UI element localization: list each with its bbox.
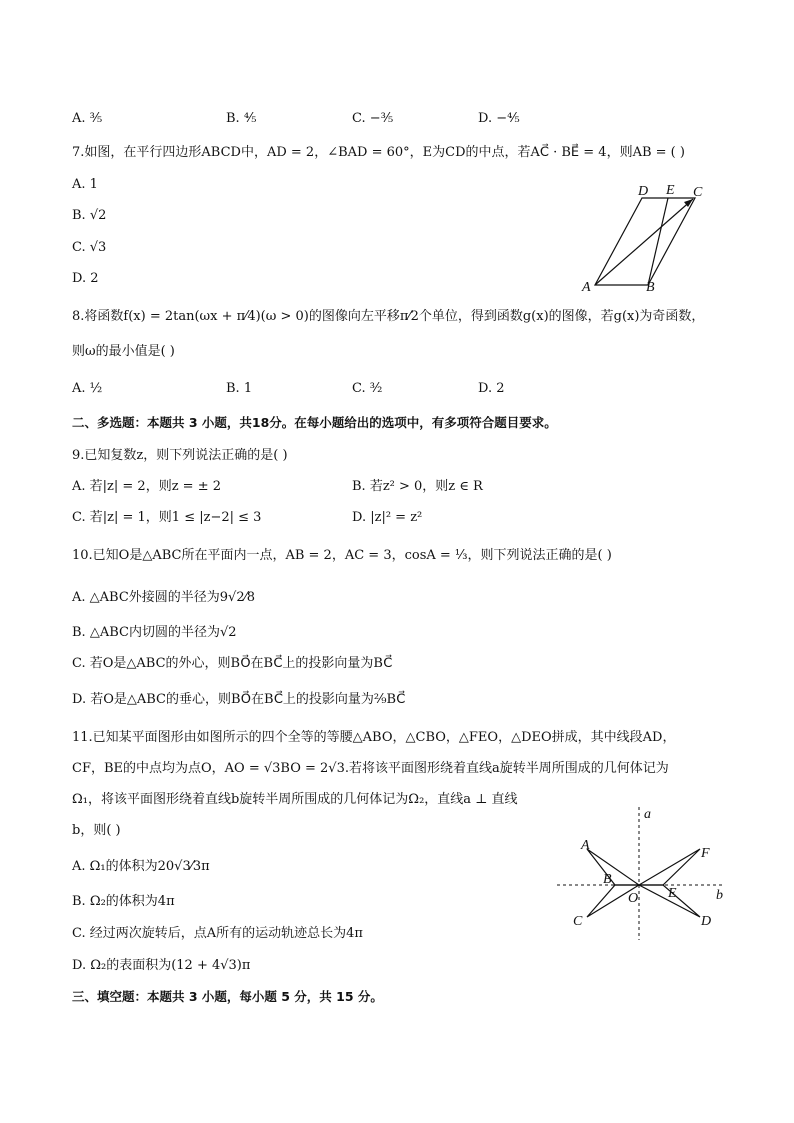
q9-option-c: C. 若|z| = 1，则1 ≤ |z−2| ≤ 3 [72,510,262,525]
q11-stem-line2: CF，BE的中点均为点O，AO = √3BO = 2√3.若将该平面图形绕着直线a旋转半周所围成的几何体记为 [72,761,669,776]
q8-stem-continued: 则ω的最小值是( ) [72,344,175,359]
q8-option-b: B. 1 [226,381,253,396]
q11-stem-line3: Ω₁，将该平面图形绕着直线b旋转半周所围成的几何体记为Ω₂，直线a ⊥ 直线 [72,792,518,807]
q9-option-d: D. |z|² = z² [352,510,423,525]
q9-option-b: B. 若z² > 0，则z ∈ R [352,479,483,494]
q8-option-a: A. ½ [72,381,103,396]
q8-option-c: C. ³⁄₂ [352,381,383,396]
q11-bowtie-figure [555,805,735,945]
q11-label-d: D [701,914,712,929]
q11-stem-line1: 11.已知某平面图形由如图所示的四个全等的等腰△ABO，△CBO，△FEO，△DEO拼成，其中线段AD， [72,730,676,745]
q7-label-e: E [666,183,675,198]
q11-option-c: C. 经过两次旋转后，点A所有的运动轨迹总长为4π [72,926,363,941]
q11-option-a: A. Ω₁的体积为20√3⁄3π [72,859,210,874]
q7-label-c: C [693,185,703,200]
q6-option-b: B. ⁴⁄₅ [226,111,257,126]
q6-option-a: A. ³⁄₅ [72,111,103,126]
q11-option-d: D. Ω₂的表面积为(12 + 4√3)π [72,958,251,973]
q11-label-b: B [603,872,612,887]
q9-option-a: A. 若|z| = 2，则z = ± 2 [72,479,221,494]
q7-parallelogram-figure [580,180,710,295]
q10-stem: 10.已知O是△ABC所在平面内一点，AB = 2，AC = 3，cosA = ⅓，则下列说法正确的是( ) [72,548,612,563]
q11-option-b: B. Ω₂的体积为4π [72,894,175,909]
q11-label-o: O [628,891,639,906]
q7-option-d: D. 2 [72,271,99,286]
q7-option-a: A. 1 [72,177,98,192]
q6-option-c: C. −³⁄₅ [352,111,394,126]
q7-label-a: A [582,280,591,295]
q7-label-d: D [638,184,649,199]
q10-option-a: A. △ABC外接圆的半径为9√2⁄8 [72,590,256,605]
q10-option-d: D. 若O是△ABC的垂心，则BO⃗在BC⃗上的投影向量为²⁄₉BC⃗ [72,692,406,707]
q11-label-f: F [701,846,710,861]
q11-label-e: E [668,886,677,901]
q9-stem: 9.已知复数z，则下列说法正确的是( ) [72,448,288,463]
section-heading-multiple-choice: 二、多选题：本题共 3 小题，共18分。在每小题给出的选项中，有多项符合题目要求。 [72,415,557,430]
q7-label-b: B [646,280,655,295]
q10-option-c: C. 若O是△ABC的外心，则BO⃗在BC⃗上的投影向量为BC⃗ [72,656,393,671]
q10-option-b: B. △ABC内切圆的半径为√2 [72,625,237,640]
q11-stem-line4: b，则( ) [72,823,121,838]
q6-option-d: D. −⁴⁄₅ [478,111,520,126]
q11-label-a: A [581,838,590,853]
q11-label-line-b: b [716,888,723,903]
q11-label-c: C [573,914,583,929]
q11-label-line-a: a [644,807,651,822]
q7-option-c: C. √3 [72,240,107,255]
q7-option-b: B. √2 [72,208,107,223]
section-heading-fill-in: 三、填空题：本题共 3 小题，每小题 5 分，共 15 分。 [72,989,383,1004]
q8-option-d: D. 2 [478,381,505,396]
q7-stem: 7.如图，在平行四边形ABCD中，AD = 2，∠BAD = 60°，E为CD的中点，若AC⃗ · BE⃗ = 4，则AB = ( ) [72,145,685,160]
q8-stem: 8.将函数f(x) = 2tan(ωx + π⁄4)(ω > 0)的图像向左平移π⁄2个单位，得到函数g(x)的图像，若g(x)为奇函数， [72,309,705,324]
